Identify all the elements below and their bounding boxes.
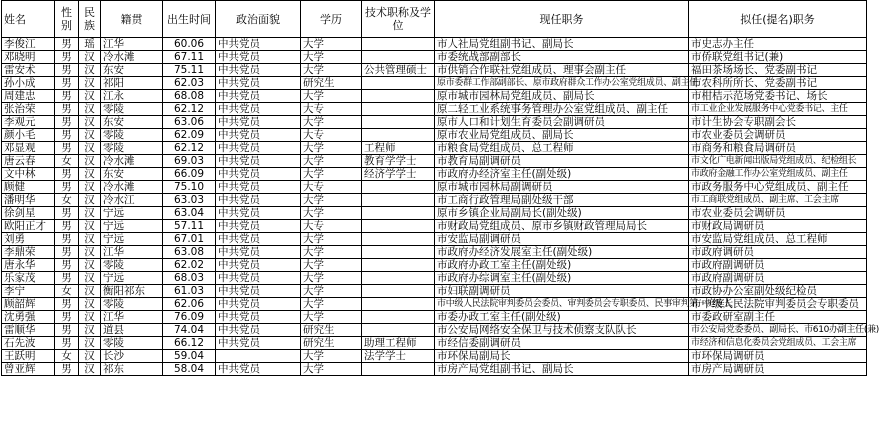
cell-gender: 男 (55, 142, 79, 155)
cell-political-status: 中共党员 (216, 246, 301, 259)
cell-current-post: 原市城市园林局党组成员、副局长 (435, 90, 689, 103)
cell-education: 大学 (301, 272, 362, 285)
cell-name: 沈勇强 (2, 311, 55, 324)
cell-ethnicity: 汉 (79, 298, 101, 311)
cell-native-place: 江永 (101, 90, 163, 103)
cell-native-place: 东安 (101, 168, 163, 181)
cell-title-degree (362, 129, 435, 142)
cell-proposed-post: 市计生协会专职副会长 (689, 116, 867, 129)
cell-title-degree: 公共管理硕士 (362, 64, 435, 77)
cell-ethnicity: 汉 (79, 259, 101, 272)
cell-ethnicity: 汉 (79, 181, 101, 194)
cell-native-place: 冷水滩 (101, 51, 163, 64)
cell-proposed-post: 市工商联党组成员、副主席、工会主席 (689, 194, 867, 207)
cell-ethnicity: 汉 (79, 51, 101, 64)
cell-native-place: 零陵 (101, 298, 163, 311)
cell-education: 大学 (301, 64, 362, 77)
cell-title-degree (362, 207, 435, 220)
cell-name: 孙小成 (2, 77, 55, 90)
table-row (2, 363, 867, 376)
table-row (2, 142, 867, 155)
cell-proposed-post: 市中级人民法院审判委员会专职委员 (689, 298, 867, 311)
cell-native-place: 道县 (101, 324, 163, 337)
table-row (2, 64, 867, 77)
cell-education: 大学 (301, 246, 362, 259)
header-native-place: 籍贯 (101, 1, 163, 38)
cell-education: 大学 (301, 155, 362, 168)
cell-birth-date: 63.03 (163, 194, 216, 207)
cell-current-post: 市粮食局党组成员、总工程师 (435, 142, 689, 155)
cell-title-degree (362, 246, 435, 259)
cell-proposed-post: 市史志办主任 (689, 38, 867, 51)
cell-birth-date: 61.03 (163, 285, 216, 298)
cell-gender: 男 (55, 116, 79, 129)
cell-proposed-post: 市财政局调研员 (689, 220, 867, 233)
cell-current-post: 市中级人民法院审判委员会委员、审判委员会专职委员、民事审判第一庭庭长 (435, 298, 689, 311)
cell-education: 大专 (301, 181, 362, 194)
header-education: 学历 (301, 1, 362, 38)
cell-title-degree: 工程师 (362, 142, 435, 155)
cell-ethnicity: 汉 (79, 272, 101, 285)
cell-gender: 男 (55, 64, 79, 77)
cell-current-post: 原市农业局党组成员、副局长 (435, 129, 689, 142)
cell-political-status: 中共党员 (216, 324, 301, 337)
table-body (2, 38, 879, 376)
cell-native-place: 祁阳 (101, 77, 163, 90)
cell-political-status: 中共党员 (216, 129, 301, 142)
cell-gender: 男 (55, 168, 79, 181)
cell-education: 大学 (301, 90, 362, 103)
cell-birth-date: 63.04 (163, 207, 216, 220)
cell-gender: 女 (55, 285, 79, 298)
cell-birth-date: 75.10 (163, 181, 216, 194)
cell-native-place: 零陵 (101, 129, 163, 142)
cell-political-status: 中共党员 (216, 259, 301, 272)
cell-political-status: 中共党员 (216, 155, 301, 168)
cell-education: 大学 (301, 116, 362, 129)
cell-title-degree (362, 285, 435, 298)
cell-proposed-post: 市经济和信息化委员会党组成员、工会主席 (689, 337, 867, 350)
cell-native-place: 江华 (101, 246, 163, 259)
cell-proposed-post: 市农业委员会调研员 (689, 207, 867, 220)
cell-current-post: 市教育局副调研员 (435, 155, 689, 168)
cell-name: 邓显观 (2, 142, 55, 155)
cell-title-degree (362, 103, 435, 116)
cell-political-status: 中共党员 (216, 285, 301, 298)
header-gender: 性别 (55, 1, 79, 38)
cell-ethnicity: 汉 (79, 194, 101, 207)
header-row (2, 1, 867, 38)
table-row (2, 350, 867, 363)
cell-native-place: 冷水滩 (101, 181, 163, 194)
cell-gender: 女 (55, 350, 79, 363)
cell-name: 文中林 (2, 168, 55, 181)
header-political-status: 政治面貌 (216, 1, 301, 38)
cell-education: 大学 (301, 233, 362, 246)
table-row (2, 220, 867, 233)
cell-name: 李鼎荣 (2, 246, 55, 259)
cell-gender: 男 (55, 233, 79, 246)
cell-birth-date: 66.12 (163, 337, 216, 350)
cell-political-status: 中共党员 (216, 207, 301, 220)
cell-title-degree: 经济学学士 (362, 168, 435, 181)
table-row (2, 272, 867, 285)
cell-political-status: 中共党员 (216, 116, 301, 129)
cell-native-place: 零陵 (101, 103, 163, 116)
cell-ethnicity: 汉 (79, 363, 101, 376)
cell-birth-date: 63.06 (163, 116, 216, 129)
cell-proposed-post: 市工业企业发展服务中心党委书记、主任 (689, 103, 867, 116)
cell-birth-date: 75.11 (163, 64, 216, 77)
cell-education: 大学 (301, 38, 362, 51)
cell-proposed-post: 市农科所所长、党委副书记 (689, 77, 867, 90)
cell-political-status: 中共党员 (216, 51, 301, 64)
cell-current-post: 原二轻工业系统事务管理办公室党组成员、副主任 (435, 103, 689, 116)
cell-education: 大学 (301, 259, 362, 272)
cell-birth-date: 67.11 (163, 51, 216, 64)
cell-birth-date: 62.09 (163, 129, 216, 142)
cell-current-post: 市委统战部副部长 (435, 51, 689, 64)
cell-gender: 男 (55, 363, 79, 376)
cell-native-place: 江华 (101, 38, 163, 51)
cell-birth-date: 68.08 (163, 90, 216, 103)
cell-current-post: 市公安局网络安全保卫与技术侦察支队队长 (435, 324, 689, 337)
cell-native-place: 祁东 (101, 363, 163, 376)
cell-native-place: 东安 (101, 116, 163, 129)
cell-name: 李俊江 (2, 38, 55, 51)
cell-gender: 女 (55, 155, 79, 168)
cell-proposed-post: 市柑桔示范场党委书记、场长 (689, 90, 867, 103)
cell-native-place: 宁远 (101, 272, 163, 285)
cell-gender: 男 (55, 220, 79, 233)
cell-ethnicity: 汉 (79, 77, 101, 90)
cell-current-post: 市安监局副调研员 (435, 233, 689, 246)
cell-current-post: 市环保局副局长 (435, 350, 689, 363)
cell-political-status: 中共党员 (216, 142, 301, 155)
cell-birth-date: 62.06 (163, 298, 216, 311)
cell-title-degree: 法学学士 (362, 350, 435, 363)
cell-current-post: 市政府办经济发展室主任(副处级) (435, 246, 689, 259)
table-row (2, 181, 867, 194)
cell-name: 唐云春 (2, 155, 55, 168)
cell-name: 邓晓明 (2, 51, 55, 64)
cell-education: 大专 (301, 129, 362, 142)
cell-gender: 男 (55, 207, 79, 220)
cell-gender: 男 (55, 103, 79, 116)
cell-gender: 男 (55, 298, 79, 311)
cell-title-degree (362, 363, 435, 376)
cell-title-degree (362, 38, 435, 51)
cell-name: 雷顺华 (2, 324, 55, 337)
table-row (2, 168, 867, 181)
table-row (2, 77, 867, 90)
cell-education: 大专 (301, 220, 362, 233)
table-row (2, 337, 867, 350)
cell-current-post: 市房产局党组副书记、副局长 (435, 363, 689, 376)
cell-birth-date: 66.09 (163, 168, 216, 181)
cell-current-post: 市财政局党组成员、原市乡镇财政管理局局长 (435, 220, 689, 233)
cell-proposed-post: 福田茶场场长、党委副书记 (689, 64, 867, 77)
cell-gender: 男 (55, 337, 79, 350)
cell-gender: 男 (55, 311, 79, 324)
cell-ethnicity: 汉 (79, 168, 101, 181)
cell-title-degree (362, 77, 435, 90)
cell-name: 李宁 (2, 285, 55, 298)
cell-education: 大学 (301, 194, 362, 207)
cell-education: 大学 (301, 207, 362, 220)
cell-native-place: 零陵 (101, 259, 163, 272)
cell-name: 乐家茂 (2, 272, 55, 285)
cell-title-degree (362, 272, 435, 285)
table-row (2, 51, 867, 64)
cell-current-post: 市供销合作联社党组成员、理事会副主任 (435, 64, 689, 77)
cell-birth-date: 63.08 (163, 246, 216, 259)
cell-ethnicity: 汉 (79, 64, 101, 77)
table-row (2, 155, 867, 168)
cell-political-status: 中共党员 (216, 311, 301, 324)
cell-name: 徐剑星 (2, 207, 55, 220)
cell-education: 大学 (301, 51, 362, 64)
table-row (2, 207, 867, 220)
cell-ethnicity: 瑶 (79, 38, 101, 51)
cell-birth-date: 62.02 (163, 259, 216, 272)
cell-political-status: 中共党员 (216, 90, 301, 103)
cell-gender: 男 (55, 129, 79, 142)
cell-proposed-post: 市环保局调研员 (689, 350, 867, 363)
cell-political-status: 中共党员 (216, 194, 301, 207)
cell-gender: 男 (55, 77, 79, 90)
cell-name: 欧阳正才 (2, 220, 55, 233)
cell-birth-date: 67.01 (163, 233, 216, 246)
cell-birth-date: 62.03 (163, 77, 216, 90)
cell-title-degree (362, 181, 435, 194)
cell-native-place: 宁远 (101, 207, 163, 220)
cell-ethnicity: 汉 (79, 142, 101, 155)
cell-proposed-post: 市政府副调研员 (689, 259, 867, 272)
cell-gender: 女 (55, 194, 79, 207)
cell-ethnicity: 汉 (79, 207, 101, 220)
cell-current-post: 原市委群工作部副部长、原市政府群众工作办公室党组成员、副主任 (435, 77, 689, 90)
cell-proposed-post: 市商务和粮食局调研员 (689, 142, 867, 155)
cell-political-status: 中共党员 (216, 298, 301, 311)
table-row (2, 259, 867, 272)
header-ethnicity: 民族 (79, 1, 101, 38)
cell-ethnicity: 汉 (79, 116, 101, 129)
cell-current-post: 原市乡镇企业局副局长(副处级) (435, 207, 689, 220)
table-row (2, 103, 867, 116)
cell-political-status: 中共党员 (216, 77, 301, 90)
cell-ethnicity: 汉 (79, 103, 101, 116)
cell-current-post: 市人社局党组副书记、副局长 (435, 38, 689, 51)
cell-birth-date: 62.12 (163, 103, 216, 116)
cell-education: 大学 (301, 363, 362, 376)
cell-political-status: 中共党员 (216, 168, 301, 181)
cell-birth-date: 62.12 (163, 142, 216, 155)
cell-political-status: 中共党员 (216, 181, 301, 194)
cell-current-post: 市工商行政管理局副处级干部 (435, 194, 689, 207)
cell-proposed-post: 市政协办公室副处级纪检员 (689, 285, 867, 298)
table-row (2, 285, 867, 298)
cell-name: 顾韶辉 (2, 298, 55, 311)
cell-political-status: 中共党员 (216, 233, 301, 246)
cell-current-post: 原市城市园林局副调研员 (435, 181, 689, 194)
cell-ethnicity: 汉 (79, 324, 101, 337)
cell-name: 刘勇 (2, 233, 55, 246)
cell-current-post: 原市人口和计划生育委员会副调研员 (435, 116, 689, 129)
cell-native-place: 东安 (101, 64, 163, 77)
cell-political-status: 中共党员 (216, 103, 301, 116)
cell-gender: 男 (55, 38, 79, 51)
header-title-degree: 技术职称及学位 (362, 1, 435, 38)
cell-birth-date: 68.03 (163, 272, 216, 285)
cell-title-degree (362, 311, 435, 324)
table-row (2, 90, 867, 103)
cell-current-post: 市经信委副调研员 (435, 337, 689, 350)
cell-proposed-post: 市文化广电新闻出版局党组成员、纪检组长 (689, 155, 867, 168)
cell-ethnicity: 汉 (79, 337, 101, 350)
cell-birth-date: 59.04 (163, 350, 216, 363)
cell-title-degree (362, 259, 435, 272)
cell-name: 曾亚辉 (2, 363, 55, 376)
cell-ethnicity: 汉 (79, 220, 101, 233)
cell-birth-date: 74.04 (163, 324, 216, 337)
cell-proposed-post: 市政务服务中心党组成员、副主任 (689, 181, 867, 194)
table-row (2, 129, 867, 142)
cell-current-post: 市委办政工室主任(副处级) (435, 311, 689, 324)
cell-proposed-post: 市侨联党组书记(兼) (689, 51, 867, 64)
header-current-post: 现任职务 (435, 1, 689, 38)
cell-title-degree: 教育学学士 (362, 155, 435, 168)
cell-current-post: 市妇联副调研员 (435, 285, 689, 298)
cell-political-status: 中共党员 (216, 220, 301, 233)
cell-gender: 男 (55, 51, 79, 64)
cell-ethnicity: 汉 (79, 233, 101, 246)
cell-political-status: 中共党员 (216, 337, 301, 350)
cell-native-place: 冷水滩 (101, 155, 163, 168)
cell-education: 大学 (301, 298, 362, 311)
cell-gender: 男 (55, 246, 79, 259)
cell-native-place: 冷水江 (101, 194, 163, 207)
cell-native-place: 宁远 (101, 233, 163, 246)
table-row (2, 246, 867, 259)
cell-name: 石先波 (2, 337, 55, 350)
cell-political-status: 中共党员 (216, 272, 301, 285)
cell-education: 大专 (301, 103, 362, 116)
cell-proposed-post: 市公安局党委委员、副局长、市610办副主任(兼) (689, 324, 867, 337)
cell-proposed-post: 市政府金融工作办公室党组成员、副主任 (689, 168, 867, 181)
table-row (2, 194, 867, 207)
cell-native-place: 宁远 (101, 220, 163, 233)
cell-title-degree (362, 233, 435, 246)
cell-gender: 男 (55, 272, 79, 285)
cell-name: 顾健 (2, 181, 55, 194)
cell-name: 潘明华 (2, 194, 55, 207)
cell-title-degree (362, 298, 435, 311)
table-row (2, 116, 867, 129)
cell-education: 研究生 (301, 77, 362, 90)
table-row (2, 298, 867, 311)
personnel-table (1, 0, 879, 376)
cell-name: 唐永华 (2, 259, 55, 272)
cell-gender: 男 (55, 259, 79, 272)
cell-ethnicity: 汉 (79, 90, 101, 103)
table-row (2, 311, 867, 324)
cell-gender: 男 (55, 90, 79, 103)
cell-title-degree (362, 220, 435, 233)
cell-native-place: 江华 (101, 311, 163, 324)
cell-name: 颜小毛 (2, 129, 55, 142)
cell-name: 王跃明 (2, 350, 55, 363)
cell-title-degree (362, 116, 435, 129)
cell-name: 张治荣 (2, 103, 55, 116)
cell-birth-date: 69.03 (163, 155, 216, 168)
cell-current-post: 市政府办政工室主任(副处级) (435, 259, 689, 272)
cell-birth-date: 60.06 (163, 38, 216, 51)
cell-gender: 男 (55, 181, 79, 194)
cell-ethnicity: 汉 (79, 155, 101, 168)
cell-birth-date: 58.04 (163, 363, 216, 376)
cell-proposed-post: 市农业委员会调研员 (689, 129, 867, 142)
cell-ethnicity: 汉 (79, 311, 101, 324)
cell-name: 周建忠 (2, 90, 55, 103)
cell-proposed-post: 市政府副调研员 (689, 272, 867, 285)
cell-title-degree (362, 324, 435, 337)
cell-ethnicity: 汉 (79, 285, 101, 298)
cell-native-place: 衡阳祁东 (101, 285, 163, 298)
cell-proposed-post: 市委政研室副主任 (689, 311, 867, 324)
cell-native-place: 零陵 (101, 337, 163, 350)
cell-gender: 男 (55, 324, 79, 337)
table-row (2, 38, 867, 51)
cell-title-degree (362, 90, 435, 103)
cell-current-post: 市政府办经济室主任(副处级) (435, 168, 689, 181)
cell-education: 大学 (301, 142, 362, 155)
header-proposed-post: 拟任(提名)职务 (689, 1, 867, 38)
cell-political-status (216, 350, 301, 363)
cell-political-status: 中共党员 (216, 363, 301, 376)
header-birth-date: 出生时间 (163, 1, 216, 38)
cell-political-status: 中共党员 (216, 64, 301, 77)
cell-birth-date: 76.09 (163, 311, 216, 324)
cell-name: 李观元 (2, 116, 55, 129)
cell-ethnicity: 汉 (79, 246, 101, 259)
cell-native-place: 零陵 (101, 142, 163, 155)
cell-education: 大学 (301, 350, 362, 363)
cell-education: 大学 (301, 285, 362, 298)
cell-proposed-post: 市安监局党组成员、总工程师 (689, 233, 867, 246)
table-row (2, 233, 867, 246)
cell-education: 大学 (301, 168, 362, 181)
cell-ethnicity: 汉 (79, 350, 101, 363)
cell-education: 研究生 (301, 337, 362, 350)
header-name: 姓名 (2, 1, 55, 38)
table-row (2, 324, 867, 337)
cell-political-status: 中共党员 (216, 38, 301, 51)
cell-education: 大学 (301, 311, 362, 324)
cell-name: 雷安术 (2, 64, 55, 77)
cell-proposed-post: 市房产局调研员 (689, 363, 867, 376)
cell-title-degree (362, 194, 435, 207)
cell-ethnicity: 汉 (79, 129, 101, 142)
cell-education: 研究生 (301, 324, 362, 337)
cell-current-post: 市政府办综调室主任(副处级) (435, 272, 689, 285)
cell-native-place: 长沙 (101, 350, 163, 363)
cell-title-degree: 助理工程师 (362, 337, 435, 350)
cell-proposed-post: 市政府调研员 (689, 246, 867, 259)
cell-birth-date: 57.11 (163, 220, 216, 233)
cell-title-degree (362, 51, 435, 64)
